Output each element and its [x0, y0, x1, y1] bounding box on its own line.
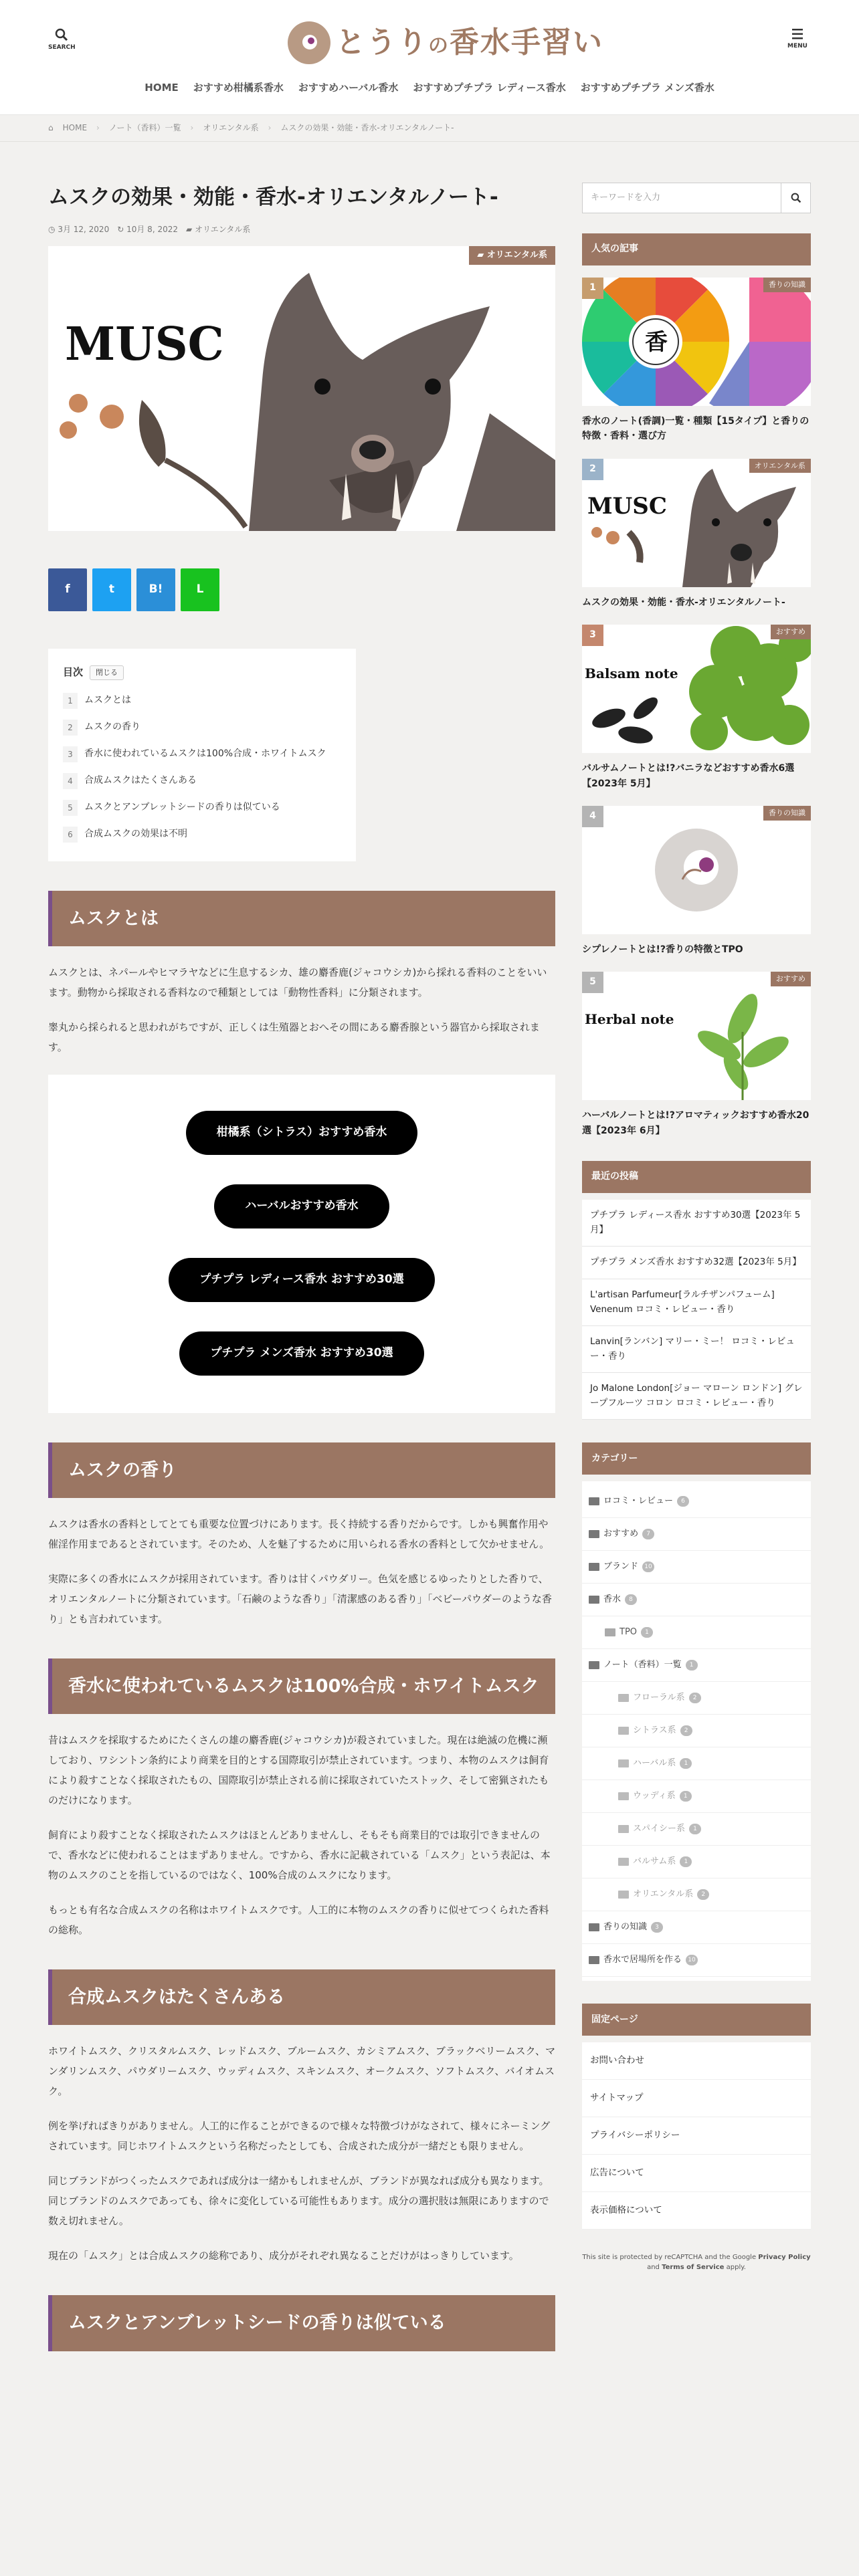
toc-item[interactable]: 4 合成ムスクはたくさんある — [63, 768, 341, 794]
paragraph: もっとも有名な合成ムスクの名称はホワイトムスクです。人工的に本物のムスクの香りに似せてつくられた香料の総称。 — [48, 1904, 549, 1937]
nav-ladies[interactable]: おすすめプチプラ レディース香水 — [413, 82, 566, 94]
category-item[interactable]: フローラル系 2 — [582, 1682, 811, 1715]
header-menu-button[interactable] — [784, 28, 811, 50]
mens-recommend-button[interactable]: プチプラ メンズ香水 おすすめ30選 — [179, 1331, 423, 1376]
folder-icon — [618, 1858, 629, 1866]
post-category-link[interactable]: オリエンタル系 — [195, 224, 251, 234]
logo-mid: の — [428, 34, 450, 58]
folder-icon — [589, 1563, 599, 1571]
toc-toggle-button[interactable]: 閉じる — [90, 665, 124, 680]
category-item[interactable]: ウッディ系 1 — [582, 1780, 811, 1813]
category-item[interactable]: シトラス系 2 — [582, 1715, 811, 1747]
popular-thumbnail: 3 おすすめ Balsam note — [582, 625, 811, 753]
hatena-share-button[interactable]: B! — [136, 568, 175, 611]
popular-title: 香水のノート(香調)一覧・種類【15タイプ】と香りの特徴・香料・選び方 — [582, 416, 809, 442]
folder-icon: ▰ — [185, 224, 193, 234]
recent-post-link[interactable]: プチプラ メンズ香水 おすすめ32選【2023年 5月】 — [582, 1247, 811, 1279]
clock-icon: ◷ — [48, 224, 56, 234]
toc-item[interactable]: 3 香水に使われているムスクは100%合成・ホワイトムスク — [63, 741, 341, 768]
nav-home[interactable]: HOME — [145, 82, 179, 94]
popular-title: ムスクの効果・効能・香水-オリエンタルノート- — [582, 597, 785, 608]
search-icon — [791, 193, 801, 203]
breadcrumb: ⌂ HOME › ノート（香料）一覧 › オリエンタル系 › ムスクの効果・効能・香水-オリエンタルノート- — [0, 115, 859, 142]
page-title: ムスクの効果・効能・香水-オリエンタルノート- — [48, 185, 498, 209]
nav-mens[interactable]: おすすめプチプラ メンズ香水 — [580, 82, 714, 94]
category-item[interactable]: 香りの知識 3 — [582, 1911, 811, 1944]
search-label: SEARCH — [48, 43, 76, 51]
search-icon — [55, 28, 68, 41]
folder-icon — [618, 1694, 629, 1702]
section-heading: 香水に使われているムスクは100%合成・ホワイトムスク — [48, 1658, 555, 1714]
site-logo[interactable] — [288, 16, 603, 70]
folder-icon — [589, 1661, 599, 1669]
svg-text:香: 香 — [645, 329, 668, 356]
folder-icon — [589, 1497, 599, 1505]
paragraph: 例を挙げればきりがありません。人工的に作ることができるので様々な特徴づけがなされて、様々にネーミングされています。同じホワイトムスクという名称だったとしても、合成された成分が一緒だとも限りません。 — [48, 2120, 551, 2153]
recaptcha-notice: This site is protected by reCAPTCHA and the Google Privacy Policy and Terms of Service apply. — [582, 2254, 811, 2272]
folder-icon — [618, 1891, 629, 1899]
paragraph: 実際に多くの香水にムスクが採用されています。香りは甘くパウダリー。色気を感じるゆったりとした香りで、オリエンタルノートに分類されています。「石鹸のような香り」「清潔感のある香り」「ベビーパウダーのような香り」とも言われています。 — [48, 1573, 552, 1626]
category-item[interactable]: バルサム系 1 — [582, 1846, 811, 1879]
sidebar-search — [582, 183, 811, 213]
category-item[interactable]: 香水で居場所を作る 10 — [582, 1944, 811, 1977]
toc-item[interactable]: 5 ムスクとアンブレットシードの香りは似ている — [63, 794, 341, 821]
header-search-button[interactable] — [48, 28, 75, 51]
hamburger-icon — [791, 28, 804, 40]
popular-item[interactable] — [582, 972, 811, 1138]
paragraph: ムスクは香水の香料としてとても重要な位置づけにあります。長く持続する香りだからです。しかも興奮作用や催淫作用まであるとされています。そのため、人を魅了するために用いられる香水の香料として欠かせません。 — [48, 1518, 550, 1551]
breadcrumb-current: ムスクの効果・効能・香水-オリエンタルノート- — [280, 123, 454, 133]
nav-herbal[interactable]: おすすめハーバル香水 — [298, 82, 399, 94]
folder-icon — [618, 1759, 629, 1767]
home-icon: ⌂ — [48, 123, 54, 133]
folder-icon — [589, 1956, 599, 1964]
eyecatch-category-badge[interactable]: ▰ オリエンタル系 — [469, 246, 555, 265]
toc-item[interactable]: 1 ムスクとは — [63, 687, 341, 714]
breadcrumb-home[interactable]: HOME — [62, 123, 88, 133]
eyecatch-image — [48, 246, 555, 531]
paragraph: ムスクとは、ネパールやヒマラヤなどに生息するシカ、雄の麝香鹿(ジャコウシカ)から採れる香料のことをいいます。動物から採取される香料なので種類としては「動物性香料」に分類されます。 — [48, 966, 547, 999]
fixed-pages-list — [582, 2042, 811, 2230]
herbal-recommend-button[interactable]: ハーバルおすすめ香水 — [214, 1184, 389, 1228]
search-submit-button[interactable] — [781, 183, 811, 213]
folder-icon — [589, 1923, 599, 1931]
global-nav — [0, 79, 859, 98]
fixed-page-link[interactable]: サイトマップ — [582, 2080, 811, 2117]
recent-post-link[interactable]: Jo Malone London[ジョー マローン ロンドン] グレープフルーツ コロン ロコミ・レビュー・香り — [582, 1373, 811, 1420]
fixed-page-link[interactable]: 広告について — [582, 2155, 811, 2192]
popular-thumbnail: 1 香りの知識 香 — [582, 278, 811, 406]
category-item[interactable]: ブランド 10 — [582, 1551, 811, 1584]
popular-item[interactable] — [582, 459, 811, 610]
svg-text:Balsam note: Balsam note — [585, 665, 678, 682]
categories-heading: カテゴリー — [582, 1442, 811, 1475]
paragraph: 現在の「ムスク」とは合成ムスクの総称であり、成分がそれぞれ異なることだけがはっきりしています。 — [48, 2250, 519, 2262]
menu-label: MENU — [787, 42, 807, 49]
popular-item[interactable] — [582, 278, 811, 444]
folder-icon — [589, 1530, 599, 1538]
folder-icon — [618, 1825, 629, 1833]
twitter-share-button[interactable]: t — [92, 568, 131, 611]
search-input[interactable]: キーワードを入力 — [582, 183, 781, 213]
table-of-contents — [48, 649, 356, 861]
popular-title: シプレノートとは!?香りの特徴とTPO — [582, 944, 743, 955]
category-item[interactable]: 香水 8 — [582, 1584, 811, 1616]
fixed-page-link[interactable]: 表示価格について — [582, 2192, 811, 2230]
category-item[interactable]: ハーバル系 1 — [582, 1747, 811, 1780]
post-meta — [48, 222, 555, 237]
category-item[interactable]: スパイシー系 1 — [582, 1813, 811, 1846]
category-item[interactable]: TPO 1 — [582, 1616, 811, 1649]
logo-prefix: とうり — [336, 25, 428, 60]
toc-item[interactable]: 6 合成ムスクの効果は不明 — [63, 821, 341, 848]
section-heading: ムスクの香り — [48, 1442, 555, 1498]
logo-suffix: 香水手習い — [450, 25, 603, 60]
fixed-page-link[interactable]: お問い合わせ — [582, 2042, 811, 2080]
popular-title: バルサムノートとは!?バニラなどおすすめ香水6選【2023年 5月】 — [582, 763, 795, 789]
recent-post-link[interactable]: Lanvin[ランバン] マリー・ミー！ ロコミ・レビュー・香り — [582, 1326, 811, 1373]
musk-deer-illustration — [48, 246, 555, 531]
popular-item[interactable] — [582, 625, 811, 791]
ladies-recommend-button[interactable]: プチプラ レディース香水 おすすめ30選 — [169, 1258, 434, 1302]
fixed-page-link[interactable]: プライバシーポリシー — [582, 2117, 811, 2155]
recent-posts-list — [582, 1200, 811, 1420]
section-heading: ムスクとは — [48, 891, 555, 946]
category-item[interactable]: オリエンタル系 2 — [582, 1879, 811, 1911]
recent-post-link[interactable]: プチプラ レディース香水 おすすめ30選【2023年 5月】 — [582, 1200, 811, 1247]
main-content — [48, 142, 555, 2351]
fixed-pages-heading: 固定ページ — [582, 2004, 811, 2036]
popular-thumbnail: 5 おすすめ Herbal note — [582, 972, 811, 1100]
popular-thumbnail: 4 香りの知識 — [582, 806, 811, 934]
recommend-buttons-box — [48, 1075, 555, 1413]
breadcrumb-oriental[interactable]: オリエンタル系 — [203, 123, 259, 133]
paragraph: 飼育により殺すことなく採取されたムスクはほとんどありませんし、そもそも商業目的では取引できませんので、香水などに使われることはまずありません。ですから、香水に記載されている「ムスク」という表記は、本物のムスクのことを指しているのではなく、100%合成のムスクになります。 — [48, 1829, 551, 1882]
svg-text:MUSC: MUSC — [65, 318, 224, 372]
popular-item[interactable] — [582, 806, 811, 957]
section-heading: ムスクとアンブレットシードの香りは似ている — [48, 2295, 555, 2351]
folder-icon — [618, 1727, 629, 1735]
logo-mark — [288, 21, 330, 64]
line-share-button[interactable]: L — [181, 568, 219, 611]
section-heading: 合成ムスクはたくさんある — [48, 1969, 555, 2025]
citrus-recommend-button[interactable]: 柑橘系（シトラス）おすすめ香水 — [186, 1111, 418, 1155]
recent-heading: 最近の投稿 — [582, 1161, 811, 1193]
sidebar — [582, 142, 811, 2272]
site-header — [0, 0, 859, 115]
category-list — [582, 1481, 811, 1981]
paragraph: 睾丸から採られると思われがちですが、正しくは生殖器とおへその間にある麝香腺という器官から採取されます。 — [48, 1021, 540, 1054]
nav-citrus[interactable]: おすすめ柑橘系香水 — [193, 82, 284, 94]
toc-title: 目次 — [63, 666, 84, 679]
updated-date: 10月 8, 2022 — [126, 224, 178, 234]
category-item[interactable]: ノート（香料）一覧 1 — [582, 1649, 811, 1682]
paragraph: 同じブランドがつくったムスクであれば成分は一緒かもしれませんが、ブランドが異なれば成分も異なります。同じブランドのムスクであっても、徐々に変化している可能性もあります。成分の選択肢は無限にありますので数え切れません。 — [48, 2175, 549, 2228]
category-item[interactable]: おすすめ 7 — [582, 1518, 811, 1551]
facebook-share-button[interactable]: f — [48, 568, 87, 611]
paragraph: ホワイトムスク、クリスタルムスク、レッドムスク、ブルームスク、カシミアムスク、ブラックベリームスク、マンダリンムスク、パウダリームスク、ウッディムスク、スキンムスク、オークムスク、ソフトムスク、バイオムスク。 — [48, 2045, 555, 2098]
recent-post-link[interactable]: L'artisan Parfumeur[ラルチザンパフューム] Venenum ロコミ・レビュー・香り — [582, 1279, 811, 1326]
published-date: 3月 12, 2020 — [58, 224, 110, 234]
svg-text:Herbal note: Herbal note — [585, 1011, 674, 1028]
folder-icon — [618, 1792, 629, 1800]
share-buttons — [48, 568, 555, 611]
privacy-policy-link[interactable]: Privacy Policy — [758, 2254, 811, 2262]
popular-thumbnail: 2 オリエンタル系 MUSC — [582, 459, 811, 587]
folder-icon — [589, 1596, 599, 1604]
refresh-icon: ↻ — [117, 224, 124, 234]
svg-text:MUSC: MUSC — [587, 492, 667, 520]
category-item[interactable]: ロコミ・レビュー 6 — [582, 1485, 811, 1518]
terms-link[interactable]: Terms of Service — [662, 2264, 725, 2272]
folder-icon — [605, 1628, 615, 1636]
breadcrumb-notes[interactable]: ノート（香料）一覧 — [108, 123, 181, 133]
popular-title: ハーバルノートとは!?アロマティックおすすめ香水20選【2023年 6月】 — [582, 1110, 809, 1136]
toc-item[interactable]: 2 ムスクの香り — [63, 714, 341, 741]
popular-heading: 人気の記事 — [582, 233, 811, 265]
paragraph: 昔はムスクを採取するためにたくさんの雄の麝香鹿(ジャコウシカ)が殺されていました。現在は絶滅の危機に瀕しており、ワシントン条約により商業を目的とする国際取引が禁止されています。つまり、本物のムスクは飼育により殺すことなく採取されたもの、国際取引が禁止される前に採取されていたストック、そして密猟されたものだけになります。 — [48, 1734, 549, 1807]
